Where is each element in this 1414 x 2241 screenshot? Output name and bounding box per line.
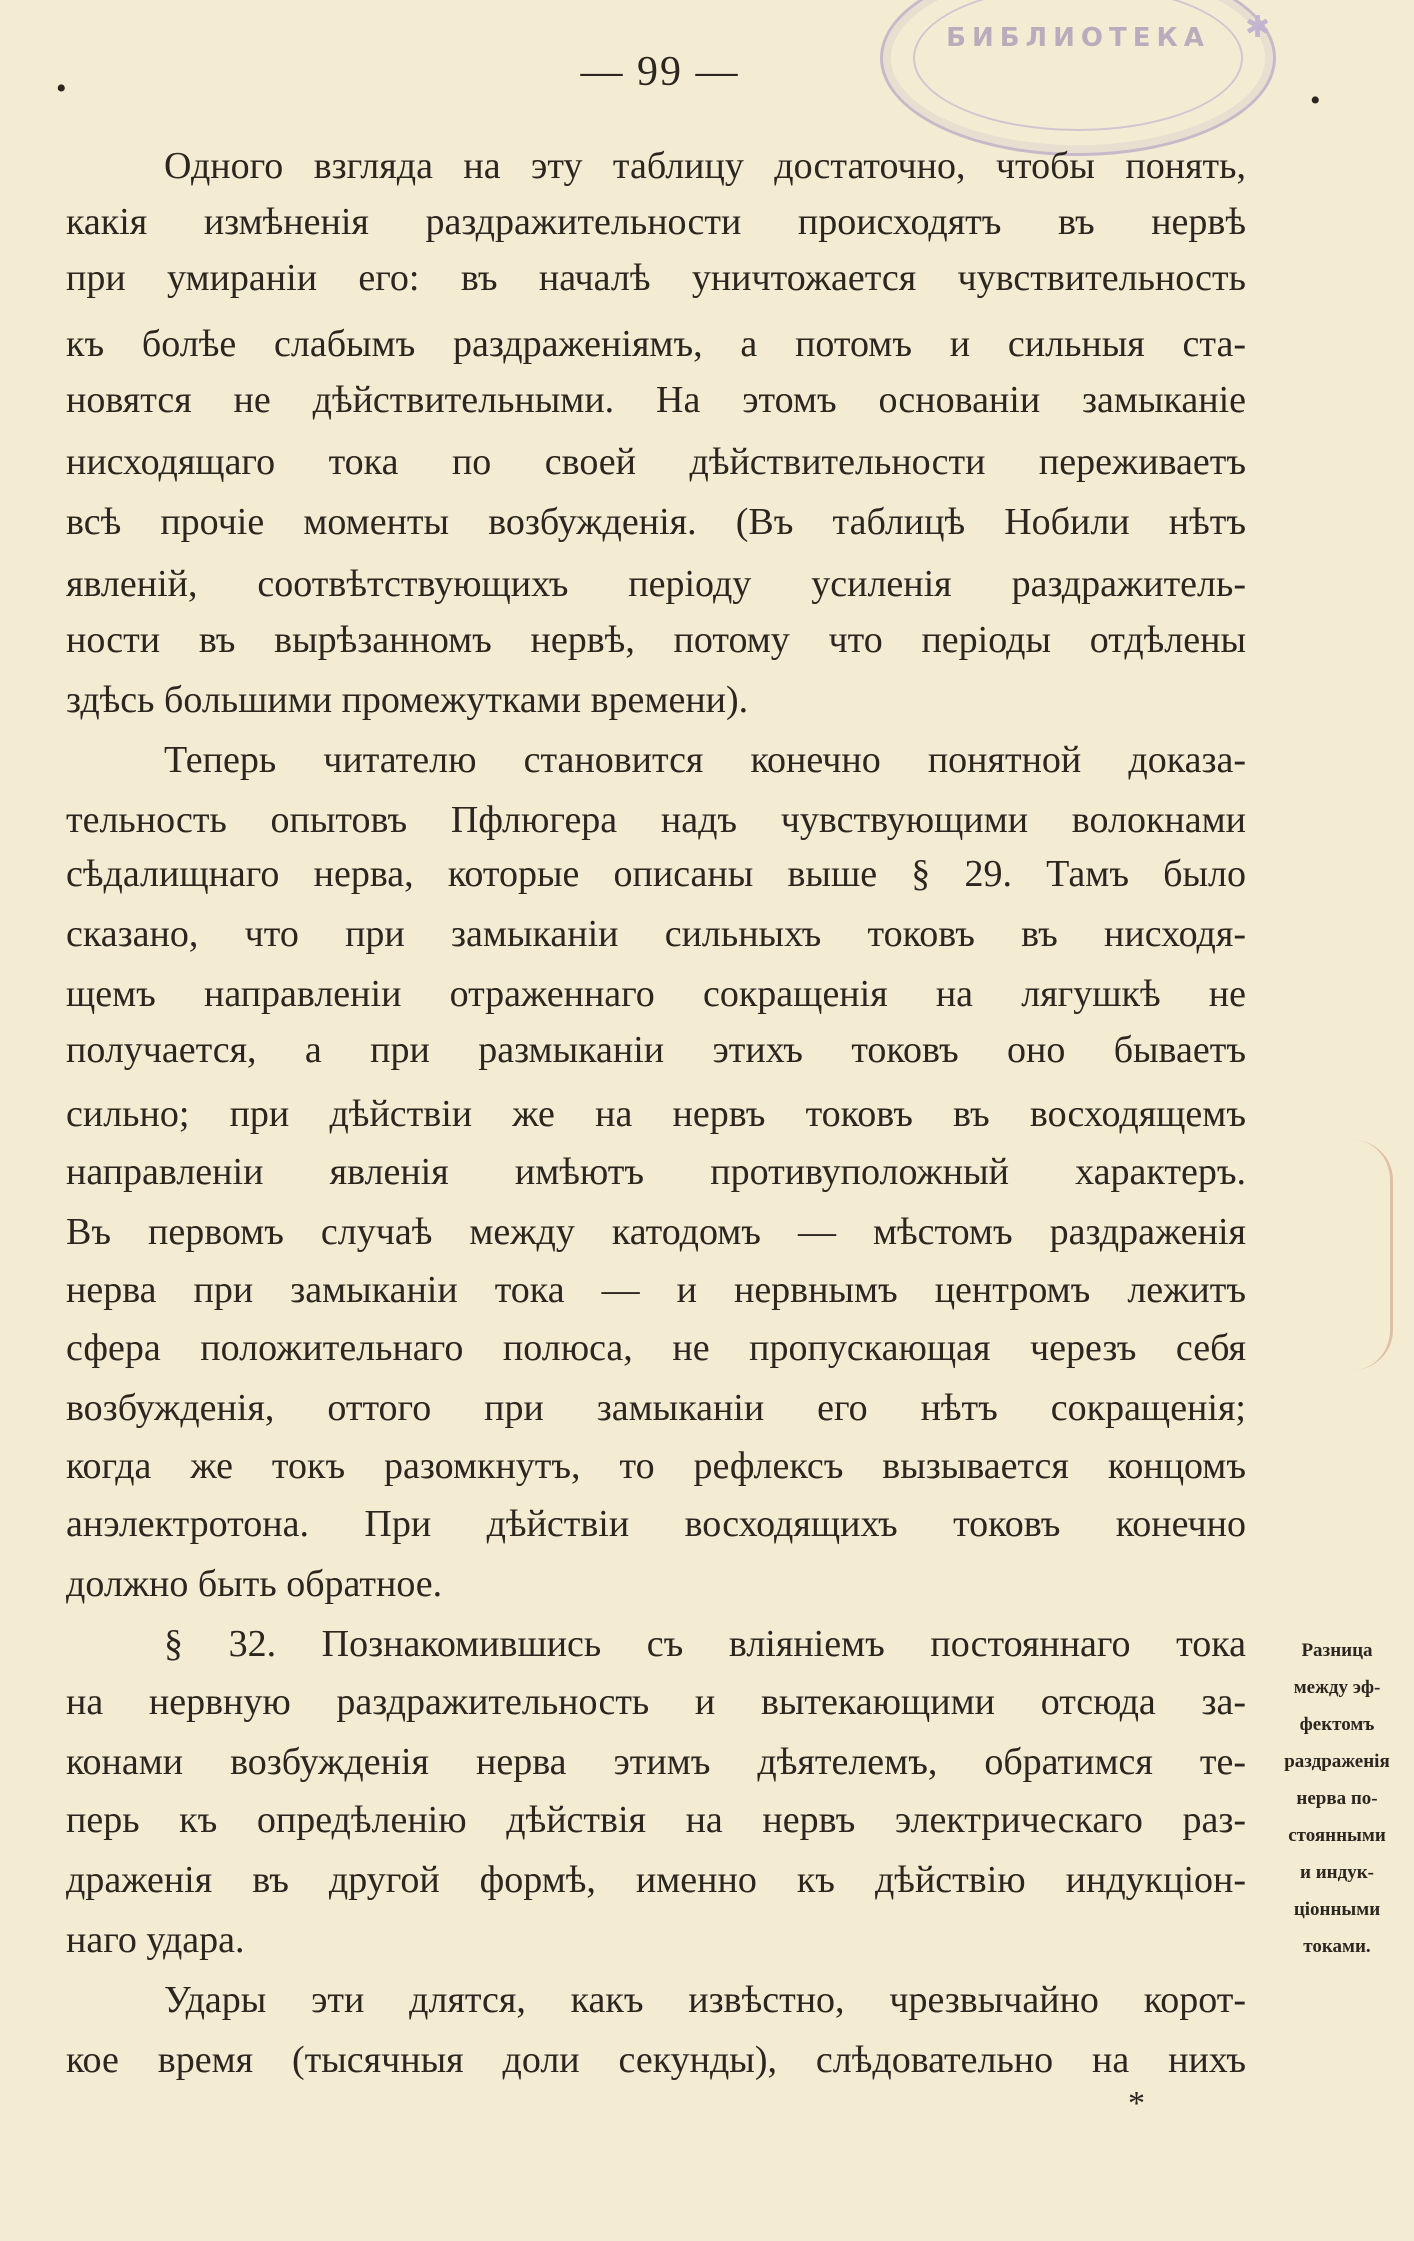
pencil-mark — [1330, 1140, 1393, 1370]
text-line: наго удара. — [66, 1919, 245, 1961]
library-stamp-text: БИБЛИОТЕКА — [946, 23, 1210, 53]
text-line: драженія въ другой формѣ, именно къ дѣйствію индукціон- — [66, 1859, 1246, 1901]
text-line: нисходящаго тока по своей дѣйствительности переживаетъ — [66, 441, 1246, 483]
text-line: конами возбужденія нерва этимъ дѣятелемъ, обратимся те- — [66, 1741, 1246, 1783]
ink-speck: • — [1310, 84, 1321, 117]
margin-note-line: фектомъ — [1299, 1714, 1375, 1735]
margin-note-line: Разница — [1301, 1640, 1373, 1661]
library-stamp — [880, 0, 1276, 156]
page-number: — 99 — — [580, 49, 740, 95]
text-line: § 32. Познакомившись съ вліяніемъ постояннаго тока — [164, 1623, 1246, 1665]
text-line: какія измѣненія раздражительности происходятъ въ нервѣ — [66, 201, 1246, 243]
text-line: при умираніи его: въ началѣ уничтожается чувствительность — [66, 257, 1246, 299]
text-line: получается, а при размыканіи этихъ токовъ оно бываетъ — [66, 1029, 1246, 1071]
text-line: явленій, соотвѣтствующихъ періоду усиленія раздражитель- — [66, 563, 1246, 605]
stamp-star-icon: ✱ — [1245, 11, 1271, 44]
text-line: направленіи явленія имѣютъ противуположный характеръ. — [66, 1151, 1246, 1193]
margin-note-line: между эф- — [1293, 1677, 1381, 1698]
text-line: тельность опытовъ Пфлюгера надъ чувствующими волокнами — [66, 799, 1246, 841]
text-line: нерва при замыканіи тока — и нервнымъ центромъ лежитъ — [66, 1269, 1246, 1311]
text-line: Одного взгляда на эту таблицу достаточно, чтобы понять, — [164, 145, 1246, 187]
text-line: сильно; при дѣйствіи же на нервъ токовъ въ восходящемъ — [66, 1093, 1246, 1135]
text-line: Удары эти длятся, какъ извѣстно, чрезвычайно корот- — [164, 1979, 1246, 2021]
text-line: Теперь читателю становится конечно понятной доказа- — [164, 739, 1246, 781]
margin-note-line: токами. — [1303, 1936, 1371, 1957]
text-line: щемъ направленіи отраженнаго сокращенія на лягушкѣ не — [66, 973, 1246, 1015]
margin-note-line: нерва по- — [1296, 1788, 1378, 1809]
text-line: къ болѣе слабымъ раздраженіямъ, а потомъ и сильныя ста- — [66, 323, 1246, 365]
text-line: ности въ вырѣзанномъ нервѣ, потому что періоды отдѣлены — [66, 619, 1246, 661]
text-line: на нервную раздражительность и вытекающими отсюда за- — [66, 1681, 1246, 1723]
text-line: возбужденія, оттого при замыканіи его нѣтъ сокращенія; — [66, 1387, 1246, 1429]
margin-note-line: стоянными — [1288, 1825, 1386, 1846]
margin-note-line: ціонными — [1293, 1899, 1381, 1920]
text-line: анэлектротона. При дѣйствіи восходящихъ токовъ конечно — [66, 1503, 1246, 1545]
margin-note — [1262, 1632, 1412, 1965]
text-line: Въ первомъ случаѣ между катодомъ — мѣстомъ раздраженія — [66, 1211, 1246, 1253]
text-line: новятся не дѣйствительными. На этомъ основаніи замыканіе — [66, 379, 1246, 421]
text-line: сказано, что при замыканіи сильныхъ токовъ въ нисходя- — [66, 913, 1246, 955]
text-line: когда же токъ разомкнутъ, то рефлексъ вызывается концомъ — [66, 1445, 1246, 1487]
text-line: здѣсь большими промежутками времени). — [66, 679, 749, 721]
footer-asterisk: * — [1128, 2085, 1145, 2122]
text-line: перь къ опредѣленію дѣйствія на нервъ электрическаго раз- — [66, 1799, 1246, 1841]
library-stamp-inner-ring — [913, 0, 1243, 131]
text-line: всѣ прочіе моменты возбужденія. (Въ таблицѣ Нобили нѣтъ — [66, 501, 1246, 543]
text-line: кое время (тысячныя доли секунды), слѣдовательно на нихъ — [66, 2039, 1246, 2081]
margin-note-line: и индук- — [1300, 1862, 1374, 1883]
text-line: сѣдалищнаго нерва, которые описаны выше § 29. Тамъ было — [66, 853, 1246, 895]
ink-speck: • — [56, 72, 67, 105]
margin-note-line: раздраженія — [1284, 1751, 1390, 1772]
text-line: сфера положительнаго полюса, не пропускающая черезъ себя — [66, 1327, 1246, 1369]
text-line: должно быть обратное. — [66, 1563, 443, 1605]
